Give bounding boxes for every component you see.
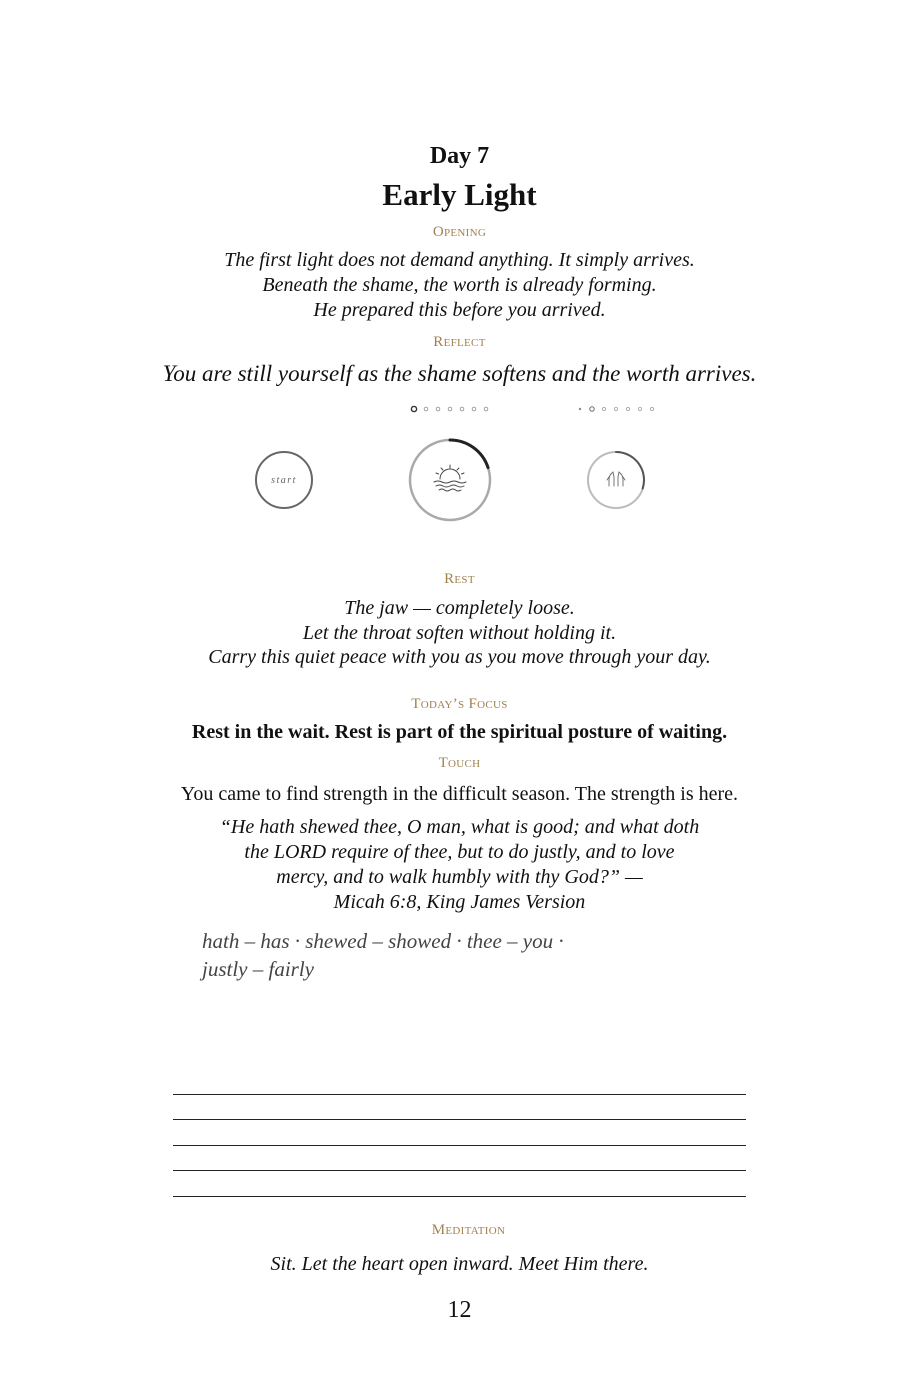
- journal-line[interactable]: [173, 1145, 746, 1146]
- focus-label: Today’s Focus: [411, 696, 508, 712]
- gloss-line: justly – fairly: [202, 957, 314, 981]
- step-dots-right: [579, 407, 654, 411]
- scripture-line: Micah 6:8, King James Version: [333, 891, 586, 913]
- journal-line[interactable]: [173, 1170, 746, 1171]
- opening-text: [0, 248, 919, 323]
- rest-text: [0, 596, 919, 670]
- opening-label: Opening: [432, 224, 487, 240]
- step-dot: [436, 407, 440, 411]
- start-button[interactable]: [256, 452, 312, 508]
- step-dot: [448, 407, 452, 411]
- reflect-text: You are still yourself as the shame softens and the worth arrives.: [162, 361, 757, 386]
- rest-line: The jaw — completely loose.: [344, 597, 575, 619]
- step-dot: [650, 407, 653, 410]
- journal-line[interactable]: [173, 1094, 746, 1095]
- page-title: Early Light: [382, 177, 537, 212]
- reflect-label: Reflect: [433, 334, 486, 350]
- opening-line: The first light does not demand anything. It simply arrives.: [224, 249, 695, 271]
- step-dots-left: [411, 406, 487, 411]
- rest-label: Rest: [444, 571, 475, 587]
- step-dot: [579, 408, 581, 410]
- step-dot: [602, 407, 605, 410]
- journal-line[interactable]: [173, 1119, 746, 1120]
- step-dot: [460, 407, 464, 411]
- meditation-text: Sit. Let the heart open inward. Meet Him there.: [270, 1253, 649, 1275]
- page-number: 12: [447, 1297, 472, 1323]
- rest-line: Carry this quiet peace with you as you move through your day.: [208, 646, 711, 668]
- step-dot: [626, 407, 629, 410]
- touch-label: Touch: [438, 755, 481, 771]
- step-dot: [638, 407, 641, 410]
- breath-timer-button[interactable]: [410, 440, 490, 520]
- journal-line[interactable]: [173, 1196, 746, 1197]
- gloss-line: hath – has · shewed – showed · thee – you ·: [202, 929, 564, 953]
- rest-line: Let the throat soften without holding it.: [302, 621, 617, 644]
- opening-line: Beneath the shame, the worth is already forming.: [262, 274, 657, 296]
- opening-line: He prepared this before you arrived.: [313, 299, 606, 321]
- day-number: Day 7: [429, 143, 490, 169]
- step-dot: [472, 407, 476, 411]
- step-dot: [484, 407, 488, 411]
- scripture-line: mercy, and to walk humbly with thy God?” —: [276, 866, 643, 888]
- step-dot-active: [590, 407, 594, 411]
- prayer-button[interactable]: [588, 452, 644, 508]
- start-label: start: [271, 475, 297, 486]
- meditation-label: Meditation: [431, 1222, 506, 1238]
- step-dot: [614, 407, 617, 410]
- step-dot-active: [411, 406, 416, 411]
- word-glossary: [202, 927, 632, 983]
- scripture-line: “He hath shewed thee, O man, what is good; and what doth: [219, 816, 700, 838]
- scripture-quote: [0, 815, 919, 915]
- focus-text: Rest in the wait. Rest is part of the spiritual posture of waiting.: [191, 721, 728, 743]
- scripture-line: the LORD require of thee, but to do justly, and to love: [244, 841, 675, 863]
- step-dot: [424, 407, 428, 411]
- touch-text: You came to find strength in the difficult season. The strength is here.: [180, 783, 739, 805]
- practice-controls: [0, 395, 919, 530]
